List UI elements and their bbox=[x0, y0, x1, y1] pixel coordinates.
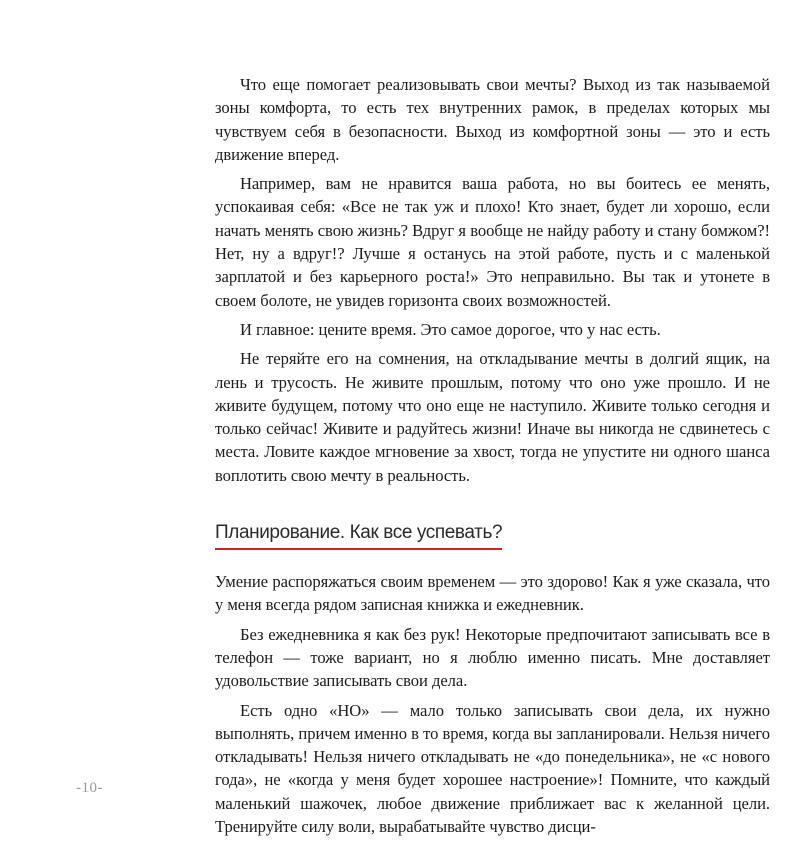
body-paragraph: Что еще помогает реализовывать свои мечты? Выход из так называемой зоны комфорта, то есть тех внутренних рамок, в пределах которых мы чувствуем себя в безопасности. Выход из комфортной зоны — это и есть движение вперед. bbox=[215, 75, 770, 164]
body-paragraph: Есть одно «НО» — мало только записывать свои дела, их нужно выполнять, причем именно в то время, когда вы запланировали. Нельзя ничего откладывать! Нельзя ничего откладывать не «до понедельника», не «с нового года», не «когда у меня будет хорошее настроение»! Помните, что каждый маленький шажочек, любое движение приближает вас к желанной цели. Тренируйте силу воли, вырабатывайте чувство дисци- bbox=[215, 700, 770, 837]
body-paragraph: Не теряйте его на сомнения, на откладывание мечты в долгий ящик, на лень и трусость. Не живите прошлым, потому что оно уже прошло. И не живите будущем, потому что оно еще не наступило. Живите только сегодня и только сейчас! Живите и радуйтесь жизни! Иначе вы никогда не сдвинетесь с места. Ловите каждое мгновение за хвост, тогда не упустите ни одного шанса воплотить свою мечту в реальность. bbox=[215, 349, 770, 485]
body-paragraph: И главное: цените время. Это самое дорогое, что у нас есть. bbox=[240, 319, 661, 339]
body-paragraph: Без ежедневника я как без рук! Некоторые предпочитают записывать все в телефон — тоже вариант, но я люблю именно писать. Мне доставляет удовольствие записывать свои дела. bbox=[215, 624, 770, 691]
body-paragraph: Например, вам не нравится ваша работа, но вы боитесь ее менять, успокаивая себя: «Все не так уж и плохо! Кто знает, будет ли хорошо, если начать менять свою жизнь? Вдруг я вообще не найду работу и стану бомжом?! Нет, ну а вдруг!? Лучше я останусь на этой работе, пусть и с маленькой зарплатой и без карьерного роста!» Это неправильно. Вы так и утонете в своем болоте, не увидев горизонта своих возможностей. bbox=[215, 174, 770, 310]
page-body bbox=[215, 73, 770, 844]
page-number: -10- bbox=[76, 780, 103, 796]
body-paragraph: Умение распоряжаться своим временем — это здорово! Как я уже сказала, что у меня всегда рядом записная книжка и ежедневник. bbox=[215, 572, 770, 615]
section-heading: Планирование. Как все успевать? bbox=[215, 521, 502, 550]
